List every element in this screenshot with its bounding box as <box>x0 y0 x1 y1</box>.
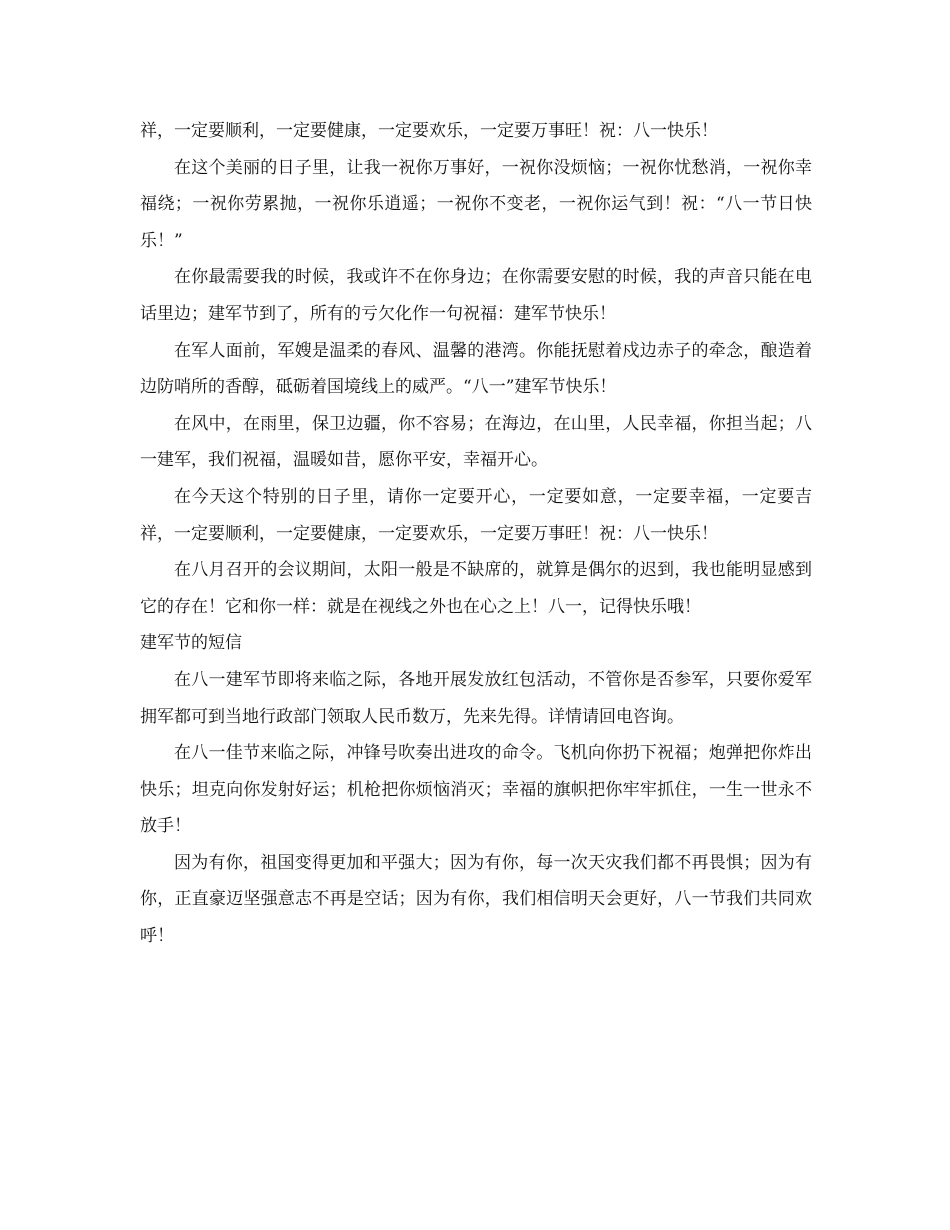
paragraph: 在军人面前，军嫂是温柔的春风、温馨的港湾。你能抚慰着戍边赤子的牵念，酿造着边防哨所的香醇，砥砺着国境线上的威严。“八一”建军节快乐！ <box>140 340 812 398</box>
paragraph: 在你最需要我的时候，我或许不在你身边；在你需要安慰的时候，我的声音只能在电话里边；建军节到了，所有的亏欠化作一句祝福：建军节快乐！ <box>140 267 812 324</box>
paragraph: 在八一建军节即将来临之际，各地开展发放红包活动，不管你是否参军，只要你爱军拥军都可到当地行政部门领取人民币数万，先来先得。详情请回电咨询。 <box>140 669 812 727</box>
paragraph-continuation: 祥，一定要顺利，一定要健康，一定要欢乐，一定要万事旺！祝：八一快乐！ <box>140 121 718 141</box>
paragraph: 在今天这个特别的日子里，请你一定要开心，一定要如意，一定要幸福，一定要吉祥，一定要顺利，一定要健康，一定要欢乐，一定要万事旺！祝：八一快乐！ <box>140 486 812 544</box>
paragraph: 在风中，在雨里，保卫边疆，你不容易；在海边，在山里，人民幸福，你担当起；八一建军，我们祝福，温暖如昔，愿你平安，幸福开心。 <box>140 413 812 471</box>
section-heading: 建军节的短信 <box>140 633 242 654</box>
paragraph: 在八月召开的会议期间，太阳一般是不缺席的，就算是偶尔的迟到，我也能明显感到它的存在！它和你一样：就是在视线之外也在心之上！八一，记得快乐哦！ <box>140 560 812 617</box>
paragraph: 因为有你，祖国变得更加和平强大；因为有你，每一次天灾我们都不再畏惧；因为有你，正直豪迈坚强意志不再是空话；因为有你，我们相信明天会更好，八一节我们共同欢呼！ <box>140 852 812 947</box>
paragraph: 在八一佳节来临之际，冲锋号吹奏出进攻的命令。飞机向你扔下祝福；炮弹把你炸出快乐；坦克向你发射好运；机枪把你烦恼消灭；幸福的旗帜把你牢牢抓住，一生一世永不放手！ <box>140 743 812 837</box>
document-body <box>140 113 812 955</box>
paragraph: 在这个美丽的日子里，让我一祝你万事好，一祝你没烦恼；一祝你忧愁消，一祝你幸福绕；一祝你劳累抛，一祝你乐逍遥；一祝你不变老，一祝你运气到！祝：“八一节日快乐！” <box>140 157 812 251</box>
